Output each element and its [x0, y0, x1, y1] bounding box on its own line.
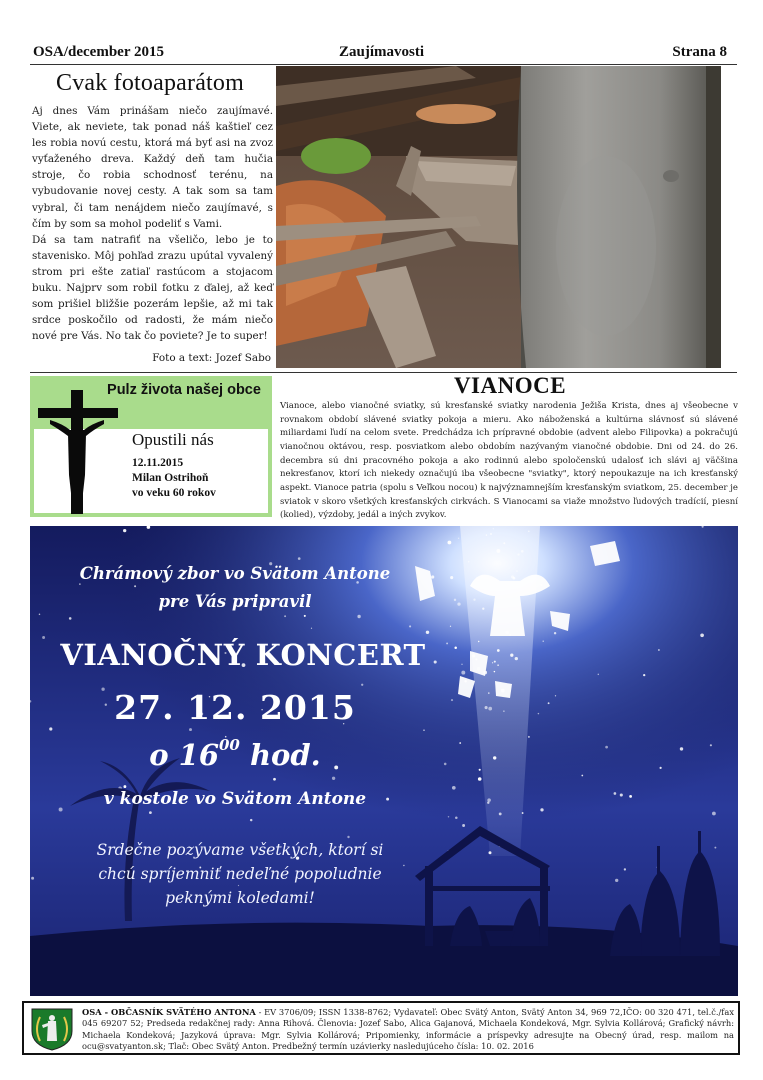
star-icon: [629, 795, 632, 798]
star-icon: [488, 692, 489, 693]
article-credit: Foto a text: Jozef Sabo: [152, 352, 271, 364]
concert-place: v kostole vo Svätom Antone: [103, 789, 367, 809]
star-icon: [643, 674, 645, 676]
star-icon: [461, 664, 462, 665]
star-icon: [548, 702, 550, 704]
star-icon: [452, 786, 456, 790]
star-icon: [620, 793, 623, 796]
article-title: Cvak fotoaparátom: [55, 70, 244, 96]
invite-line: peknými koledami!: [165, 889, 315, 907]
star-icon: [426, 631, 429, 634]
star-icon: [538, 713, 539, 714]
tree-photo-illustration: [276, 66, 721, 368]
star-icon: [332, 777, 335, 780]
star-icon: [357, 615, 360, 618]
star-icon: [450, 626, 451, 627]
concert-prepared: pre Vás pripravil: [158, 592, 312, 611]
star-icon: [361, 684, 363, 686]
star-icon: [499, 812, 502, 815]
star-icon: [511, 575, 514, 578]
star-icon: [458, 538, 459, 539]
star-icon: [123, 785, 126, 788]
star-icon: [462, 824, 465, 827]
star-icon: [459, 742, 461, 744]
star-icon: [714, 847, 716, 849]
star-icon: [134, 585, 136, 587]
star-icon: [496, 549, 500, 553]
star-icon: [492, 662, 493, 663]
star-icon: [488, 707, 492, 711]
star-icon: [497, 664, 499, 666]
concert-invitation: [30, 838, 450, 910]
star-icon: [494, 671, 495, 672]
star-icon: [468, 561, 469, 562]
star-icon: [444, 763, 447, 766]
star-icon: [528, 736, 530, 738]
coat-of-arms-icon: [30, 1007, 74, 1051]
article-paragraph: Dá sa tam natrafiť na všeličo, lebo je to stavenisko. Môj pohľad zrazu upútal vyvalený strom pri ešte zatiaľ rastúcom a stojacom buku. Najprv som robil fotku z ďalej, až keď som prišiel bližšie pozerám lepšie, až mi tak srdce poskočilo od radosti, že mám niečo nové pre Vás. No tak čo poviete? Je to super!: [32, 233, 273, 343]
star-icon: [457, 602, 460, 605]
star-icon: [448, 816, 449, 817]
star-icon: [284, 615, 286, 617]
star-icon: [712, 812, 716, 816]
vianoce-title: VIANOCE: [453, 373, 567, 398]
star-icon: [615, 879, 618, 882]
impressum-box: [22, 1001, 740, 1055]
star-icon: [189, 728, 192, 731]
star-icon: [409, 625, 411, 627]
header-divider: [30, 64, 737, 65]
star-icon: [515, 657, 518, 660]
star-icon: [614, 792, 617, 795]
concert-time: [30, 738, 440, 772]
section-title: Zaujímavosti: [338, 44, 424, 60]
star-icon: [554, 632, 556, 634]
article-body: [32, 103, 273, 344]
star-icon: [479, 769, 481, 771]
vianoce-body: Vianoce, alebo vianočné sviatky, sú kresťanské sviatky narodenia Ježiša Krista, dnes aj všeobecne v rovnakom období slávené sviatky pokoja a mieru. Ako náboženská a kultúrna slávnosť sú slávené miliardami ľudí na celom svete. Predchádza ich prípravné obdobie (advent alebo Filipovka) a pokračujú vianočnou oktávou, resp. posviatkom alebo obdobím nazývaným vianočné obdobie. Dni od 24. do 26. decembra sú dni pracovného pokoja a ako rodinnú alebo spoločenskú udalosť ich slávi aj väčšina nekresťanov, ktorí ich niekedy označujú iba všeobecne "sviatky", ktorý nepoukazuje na ich kresťanský aspekt. Vianoce patria (spolu s Veľkou nocou) k najvýznamnejším kresťanským sviatkom, 25. december je sviatok v skoro všetkých kresťanských cirkvách. S Vianocami sa viaže množstvo ľudových tradícií, piesní (kolied), výzdoby, jedál a iných zvykov.: [280, 401, 738, 521]
star-icon: [478, 777, 482, 781]
star-icon: [454, 599, 456, 601]
star-icon: [454, 647, 457, 650]
star-icon: [503, 542, 505, 544]
star-icon: [490, 533, 492, 535]
star-icon: [298, 557, 301, 560]
star-icon: [450, 576, 453, 579]
star-icon: [455, 817, 458, 820]
star-icon: [680, 747, 683, 750]
star-icon: [451, 699, 453, 701]
obituary-date: 12.11.2015: [132, 457, 184, 469]
star-icon: [423, 729, 425, 731]
star-icon: [624, 868, 626, 870]
invite-line: Srdečne pozývame všetkých, ktorí si: [96, 841, 384, 859]
star-icon: [49, 727, 52, 730]
star-icon: [489, 851, 492, 854]
star-icon: [598, 674, 599, 675]
star-icon: [581, 775, 583, 777]
crucifix-icon: [38, 390, 118, 514]
star-icon: [658, 649, 660, 651]
star-icon: [39, 614, 41, 616]
star-icon: [473, 599, 475, 601]
star-icon: [478, 641, 479, 642]
star-icon: [493, 756, 496, 759]
concert-organizer: Chrámový zbor vo Svätom Antone: [79, 564, 391, 583]
star-icon: [605, 746, 608, 749]
star-icon: [543, 641, 544, 642]
concert-poster: [30, 526, 738, 996]
star-icon: [497, 649, 500, 652]
invite-line: chcú spríjemniť nedeľné popoludnie: [98, 865, 382, 883]
concert-date: 27. 12. 2015: [114, 688, 356, 727]
star-icon: [710, 744, 712, 746]
star-icon: [123, 529, 126, 532]
impressum-text: [82, 1007, 734, 1052]
concert-time-suffix: hod.: [239, 738, 321, 772]
page-number: Strana 8: [672, 44, 727, 60]
star-icon: [485, 706, 488, 709]
concert-time-prefix: o 16: [149, 738, 219, 772]
issue-label: OSA/december 2015: [33, 44, 164, 60]
obituary-box-title: Pulz života našej obce: [107, 382, 261, 398]
star-icon: [447, 541, 451, 545]
star-icon: [304, 615, 306, 617]
star-icon: [482, 608, 484, 610]
concert-time-minutes: 00: [219, 736, 240, 755]
masthead-name: OSA - OBČASNÍK SVÄTÉHO ANTONA: [82, 1007, 256, 1017]
star-icon: [555, 695, 556, 696]
star-icon: [79, 583, 80, 584]
obituary-name: Milan Ostrihoň: [132, 472, 209, 484]
star-icon: [311, 628, 312, 629]
star-icon: [517, 553, 519, 555]
star-icon: [700, 633, 704, 637]
star-icon: [521, 550, 524, 553]
star-icon: [273, 778, 276, 781]
star-icon: [486, 534, 487, 535]
star-icon: [250, 819, 252, 821]
star-icon: [149, 811, 152, 814]
star-icon: [461, 671, 465, 675]
star-icon: [494, 661, 496, 663]
star-icon: [487, 798, 491, 802]
obituary-age: vo veku 60 rokov: [132, 487, 216, 499]
concert-title: VIANOČNÝ KONCERT: [60, 638, 426, 672]
star-icon: [493, 528, 494, 529]
article-paragraph: Aj dnes Vám prinášam niečo zaujímavé. Viete, ak neviete, tak ponad náš kaštieľ cez les robia novú cestu, ktorá má byť asi na zvoz vyťaženého dreva. Každý deň tam hučia stroje, čo robia schodnosť terénu, na vybudovanie novej cesty. A tak som sa tam vybral, či tam nenájdem niečo zaujímavé, s čím by som sa mohol podeliť s Vami.: [32, 105, 273, 230]
impressum-details: - EV 3706/09; ISSN 1338-8762; Vydavateľ: Obec Svätý Anton, Svätý Anton 34, 969 72,IČO: 00 320 471, tel.č./fax 045 69207 52; Predseda redakčnej rady: Anna Rihová. Členovia: Jozef Sabo, Alica Gajanová, Michaela Kondeková, Mgr. Sylvia Kollárová; Grafický návrh: Michaela Kondeková; Jazyková úprava: Mgr. Sylvia Kollárová; Pripomienky, informácie a príspevky adresujte na Obecný úrad, resp. mailom na ocu@svatyanton.sk; Tlač: Obec Svätý Anton. Predbežný termín uzávierky nasledujúceho čísla: 10. 02. 2016: [82, 1007, 734, 1051]
star-icon: [503, 710, 505, 712]
star-icon: [510, 654, 513, 657]
star-icon: [528, 531, 530, 533]
star-icon: [516, 570, 518, 572]
obituary-subtitle: Opustili nás: [132, 430, 214, 449]
star-icon: [522, 812, 524, 814]
obituary-box: [30, 376, 272, 517]
forest-photo: [276, 66, 721, 368]
star-icon: [540, 808, 543, 811]
star-icon: [69, 617, 72, 620]
star-icon: [660, 767, 662, 769]
